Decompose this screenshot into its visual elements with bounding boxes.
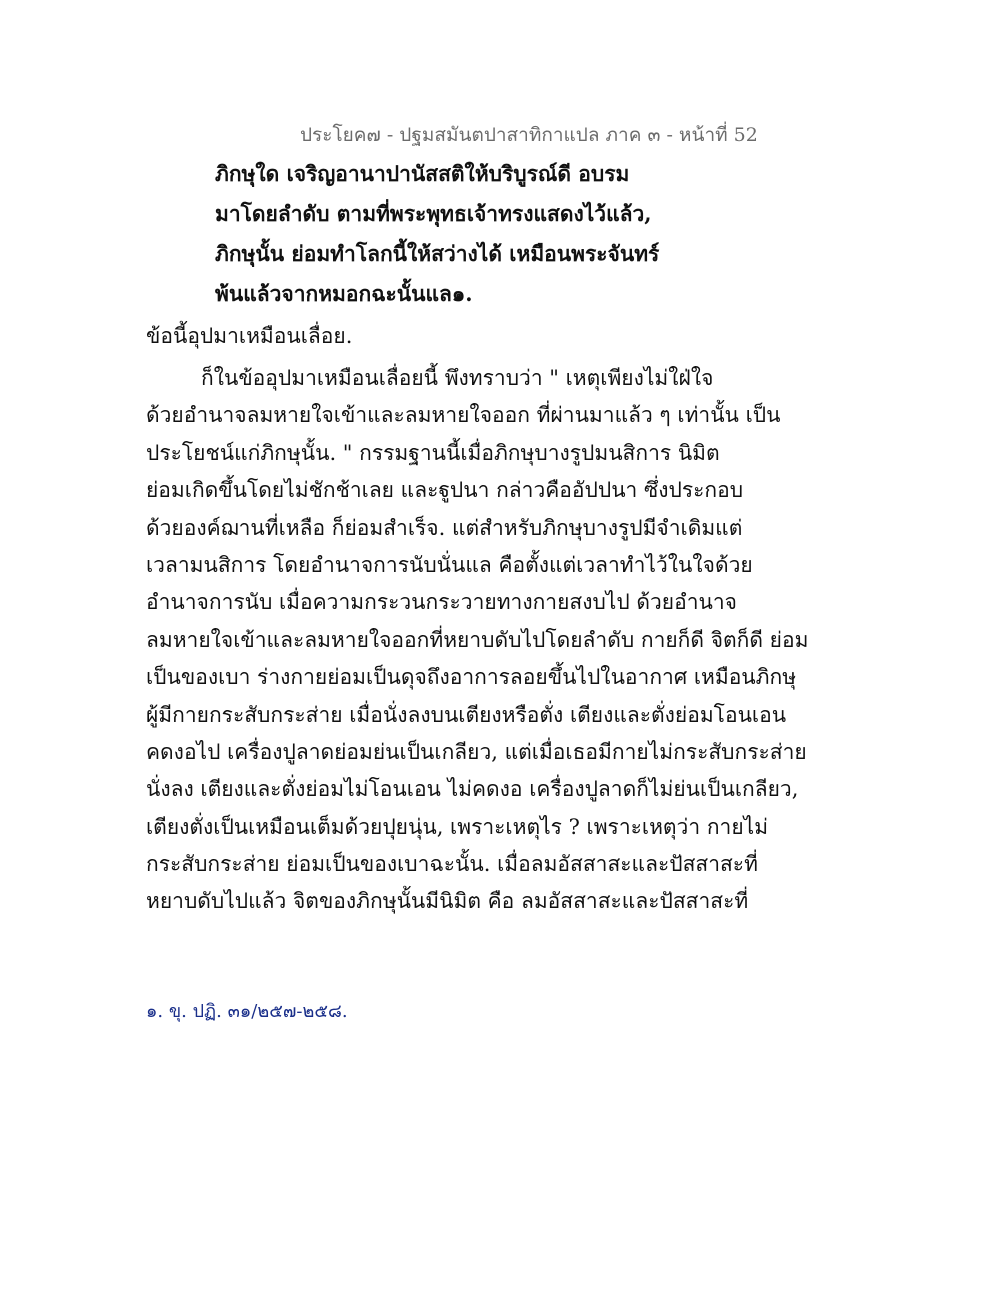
verse-line: มาโดยลำดับ ตามที่พระพุทธเจ้าทรงแสดงไว้แล้ว, — [215, 201, 652, 226]
body-line: ผู้มีกายกระสับกระส่าย เมื่อนั่งลงบนเตียงหรือตั่ง เตียงและตั่งย่อมโอนเอน — [146, 702, 787, 727]
body-line: อำนาจการนับ เมื่อความกระวนกระวายทางกายสงบไป ด้วยอำนาจ — [146, 590, 737, 615]
page-header: ประโยค๗ - ปฐมสมันตปาสาทิกาแปล ภาค ๓ - หน้าที่ 52 — [300, 124, 758, 146]
body-line: ด้วยองค์ฌานที่เหลือ ก็ย่อมสำเร็จ. แต่สำหรับภิกษุบางรูปมีจำเดิมแต่ — [146, 515, 743, 540]
intro-line: ข้อนี้อุปมาเหมือนเลื่อย. — [146, 324, 353, 348]
verse-line: ภิกษุนั้น ย่อมทำโลกนี้ให้สว่างได้ เหมือนพระจันทร์ — [215, 241, 660, 266]
verse-block — [215, 158, 775, 318]
verse-line: พ้นแล้วจากหมอกฉะนั้นแล๑. — [215, 281, 473, 306]
body-line: นั่งลง เตียงและตั่งย่อมไม่โอนเอน ไม่คดงอ เครื่องปูลาดก็ไม่ย่นเป็นเกลียว, — [146, 777, 799, 802]
footnote: ๑. ขุ. ปฏิ. ๓๑/๒๕๗-๒๕๘. — [146, 1001, 348, 1022]
body-line: กระสับกระส่าย ย่อมเป็นของเบาฉะนั้น. เมื่อลมอัสสาสะและปัสสาสะที่ — [146, 852, 758, 877]
body-line: เวลามนสิการ โดยอำนาจการนับนั่นแล คือตั้งแต่เวลาทำไว้ในใจด้วย — [146, 552, 753, 577]
body-line: ลมหายใจเข้าและลมหายใจออกที่หยาบดับไปโดยลำดับ กายก็ดี จิตก็ดี ย่อม — [146, 627, 809, 652]
body-paragraph — [146, 362, 809, 923]
verse-line: ภิกษุใด เจริญอานาปานัสสติให้บริบูรณ์ดี อบรม — [215, 161, 630, 186]
body-line: เป็นของเบา ร่างกายย่อมเป็นดุจถึงอาการลอยขึ้นไปในอากาศ เหมือนภิกษุ — [146, 665, 797, 690]
body-line: ก็ในข้ออุปมาเหมือนเลื่อยนี้ พึงทราบว่า " เหตุเพียงไม่ใฝ่ใจ — [201, 366, 714, 390]
body-line: ย่อมเกิดขึ้นโดยไม่ชักช้าเลย และฐูปนา กล่าวคืออัปปนา ซึ่งประกอบ — [146, 478, 744, 503]
body-line: เตียงตั่งเป็นเหมือนเต็มด้วยปุยนุ่น, เพราะเหตุไร ? เพราะเหตุว่า กายไม่ — [146, 814, 769, 839]
body-line: ด้วยอำนาจลมหายใจเข้าและลมหายใจออก ที่ผ่านมาแล้ว ๆ เท่านั้น เป็น — [146, 403, 781, 428]
body-line: ประโยชน์แก่ภิกษุนั้น. " กรรมฐานนี้เมื่อภิกษุบางรูปมนสิการ นิมิต — [146, 440, 720, 465]
body-line: หยาบดับไปแล้ว จิตของภิกษุนั้นมีนิมิต คือ ลมอัสสาสะและปัสสาสะที่ — [146, 889, 749, 914]
body-line: คดงอไป เครื่องปูลาดย่อมย่นเป็นเกลียว, แต่เมื่อเธอมีกายไม่กระสับกระส่าย — [146, 739, 807, 764]
